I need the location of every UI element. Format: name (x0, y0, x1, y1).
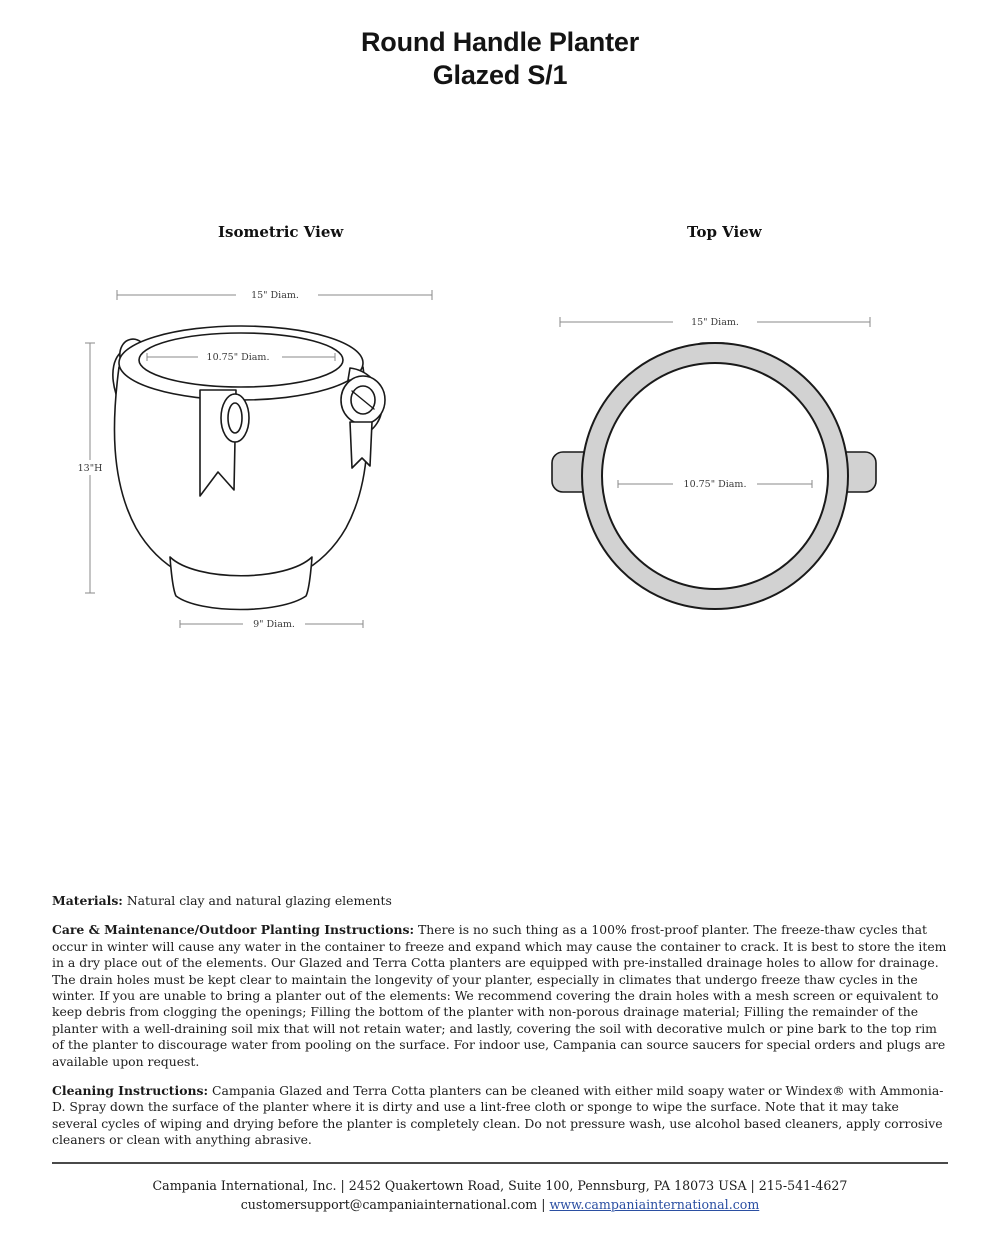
footer-website-link[interactable]: www.campaniainternational.com (549, 1197, 760, 1212)
top-outer-diameter-label: 15" Diam. (691, 317, 739, 328)
isometric-view-drawing (50, 270, 470, 650)
iso-inner-diameter-label: 10.75" Diam. (206, 352, 270, 363)
iso-height-dimension (72, 343, 108, 593)
footer-address-line: Campania International, Inc. | 2452 Quakertown Road, Suite 100, Pennsburg, PA 18073 USA | 215-541-4627 (152, 1178, 848, 1193)
materials-paragraph (52, 893, 948, 909)
iso-ring-front-inner (228, 403, 242, 433)
iso-height-label: 13"H (77, 463, 103, 474)
isometric-view-heading: Isometric View (218, 223, 344, 241)
top-view-drawing (530, 300, 930, 640)
care-text: There is no such thing as a 100% frost-proof planter. The freeze-thaw cycles that occur in winter will cause any water in the container to freeze and expand which may cause the container to crack. It is best to store the item in a dry place out of the elements. Our Glazed and Terra Cotta planters are equipped with pre-installed drainage holes to allow for drainage. The drain holes must be kept clear to maintain the longevity of your planter, especially in climates that undergo freeze thaw cycles in the winter. If you are unable to bring a planter out of the elements: We recommend covering the drain holes with a mesh screen or equivalent to keep debris from clogging the openings; Filling the bottom of the planter with non-porous drainage material; Filling the remainder of the planter with a well-draining soil mix that will not retain water; and lastly, covering the soil with decorative mulch or pine bark to the top rim of the planter to discourage water from pooling on the surface. For indoor use, Campania can source saucers for special orders and plugs are available upon request. (52, 922, 947, 1069)
page-title (0, 26, 1000, 92)
footer-email[interactable]: customersupport@campaniainternational.com (240, 1197, 538, 1212)
footer-divider (52, 1162, 948, 1164)
footer-contact-line (0, 1195, 1000, 1214)
iso-outer-diameter-dimension (117, 287, 432, 303)
footer-separator: | (537, 1197, 550, 1212)
title-line-1: Round Handle Planter (360, 27, 640, 57)
top-inner-diameter-label: 10.75" Diam. (683, 479, 747, 490)
iso-outer-diameter-label: 15" Diam. (251, 290, 299, 301)
iso-base-diameter-dimension (180, 616, 363, 632)
materials-text: Natural clay and natural glazing elements (122, 893, 392, 908)
top-outer-diameter-dimension (560, 314, 870, 330)
specifications-text (52, 893, 948, 1149)
care-label: Care & Maintenance/Outdoor Planting Instructions: (52, 922, 415, 938)
cleaning-text: Campania Glazed and Terra Cotta planters can be cleaned with either mild soapy water or Windex® with Ammonia-D. Spray down the surface of the planter where it is dirty and use a lint-free cloth or sponge to wipe the surface. Note that it may take several cycles of wiping and drying before the planter is completely clean. Do not pressure wash, use alcohol based cleaners, apply corrosive cleaners or clean with anything abrasive. (52, 1083, 944, 1148)
iso-base-diameter-label: 9" Diam. (253, 619, 295, 630)
top-view-heading: Top View (687, 223, 762, 241)
cleaning-label: Cleaning Instructions: (52, 1083, 209, 1099)
footer (0, 1176, 1000, 1214)
title-line-2: Glazed S/1 (432, 60, 568, 90)
materials-label: Materials: (52, 893, 123, 908)
cleaning-paragraph (52, 1083, 948, 1149)
care-paragraph (52, 922, 948, 1070)
